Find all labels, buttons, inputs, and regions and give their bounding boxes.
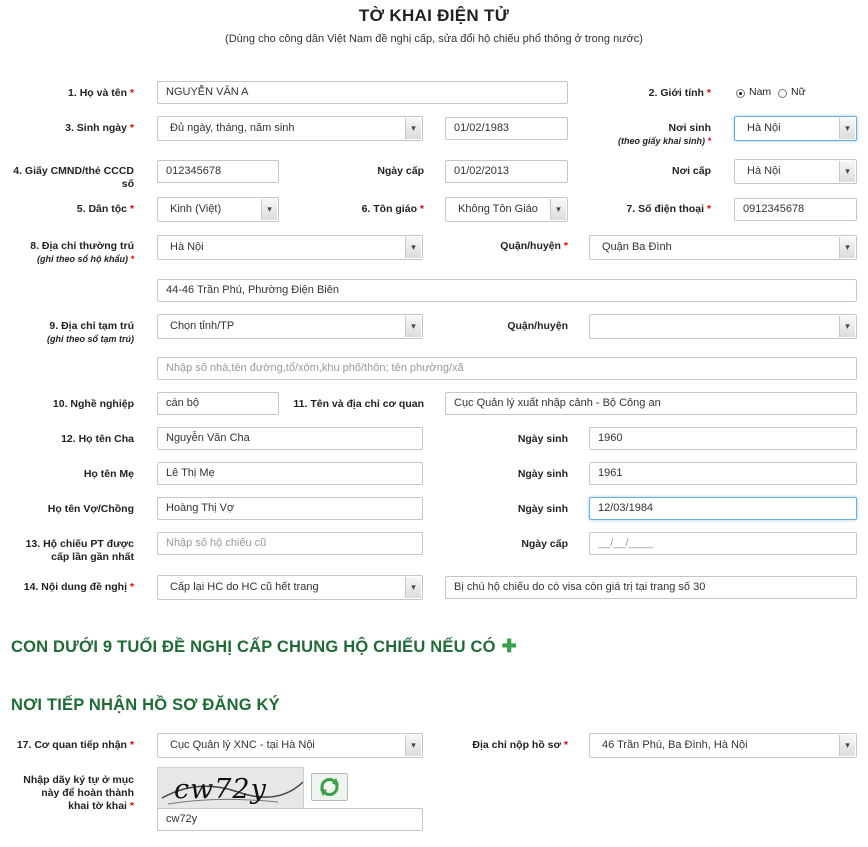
label-old-passport: 13. Hộ chiếu PT được cấp lần gần nhất — [25, 538, 134, 563]
gender-male-radio[interactable] — [736, 89, 745, 98]
gender-female-label: Nữ — [791, 86, 806, 98]
workplace-input[interactable]: Cục Quản lý xuất nhập cảnh - Bộ Công an — [445, 392, 857, 415]
gender-female-radio[interactable] — [778, 89, 787, 98]
birth-type-select[interactable] — [157, 116, 423, 141]
label-issue-place: Nơi cấp — [672, 165, 711, 177]
chevron-down-icon: ▾ — [550, 199, 566, 220]
issue-place-value: Hà Nội — [747, 165, 781, 177]
children-section-heading: CON DƯỚI 9 TUỔI ĐỀ NGHỊ CẤP CHUNG HỘ CHIẾU NẾU CÓ ✚ — [11, 636, 517, 656]
agency-value: Cục Quản lý XNC - tại Hà Nội — [170, 739, 315, 751]
chevron-down-icon: ▾ — [839, 237, 855, 258]
label-spouse: Họ tên Vợ/Chồng — [47, 503, 134, 515]
chevron-down-icon: ▾ — [261, 199, 277, 220]
captcha-text: cw72y — [174, 774, 267, 805]
father-dob-input[interactable]: 1960 — [589, 427, 857, 450]
submit-address-select[interactable] — [589, 733, 857, 758]
label-old-passport-date: Ngày cấp — [521, 538, 568, 550]
request-value: Cấp lại HC do HC cũ hết trang — [170, 581, 319, 593]
mother-name-input[interactable]: Lê Thị Mẹ — [157, 462, 423, 485]
ethnicity-select[interactable] — [157, 197, 279, 222]
old-passport-date-input[interactable]: __/__/____ — [589, 532, 857, 555]
father-name-input[interactable]: Nguyễn Văn Cha — [157, 427, 423, 450]
request-note-input[interactable]: Bị chú hộ chiếu do có visa còn giá trị tại trang số 30 — [445, 576, 857, 599]
chevron-down-icon: ▾ — [405, 735, 421, 756]
label-mother: Họ tên Mẹ — [83, 468, 134, 480]
label-birth-place: Nơi sinh (theo giấy khai sinh) * — [617, 122, 711, 146]
office-section-heading: NƠI TIẾP NHẬN HỒ SƠ ĐĂNG KÝ — [11, 696, 280, 714]
label-birth: 3. Sinh ngày * — [65, 122, 134, 134]
temp-street-input[interactable]: Nhập số nhà,tên đường,tổ/xóm,khu phố/thôn; tên phường/xã — [157, 357, 857, 380]
chevron-down-icon: ▾ — [839, 735, 855, 756]
occupation-input[interactable]: cán bộ — [157, 392, 279, 415]
label-temp-address: 9. Địa chỉ tạm trú (ghi theo sổ tạm trú) — [47, 320, 134, 344]
birth-place-select[interactable] — [734, 116, 857, 141]
full-name-input[interactable]: NGUYỄN VĂN A — [157, 81, 568, 104]
label-phone: 7. Số điện thoại * — [626, 203, 711, 215]
birth-place-value: Hà Nội — [747, 122, 781, 134]
issue-date-input[interactable]: 01/02/2013 — [445, 160, 568, 183]
permanent-district-select[interactable] — [589, 235, 857, 260]
issue-place-select[interactable] — [734, 159, 857, 184]
label-occupation: 10. Nghề nghiệp — [52, 398, 134, 410]
religion-value: Không Tôn Giáo — [458, 203, 538, 215]
gender-male-label: Nam — [749, 86, 772, 98]
chevron-down-icon: ▾ — [839, 118, 855, 139]
mother-dob-input[interactable]: 1961 — [589, 462, 857, 485]
label-father-dob: Ngày sinh — [517, 433, 568, 445]
label-permanent-address: 8. Địa chỉ thường trú (ghi theo sổ hộ khẩu) * — [30, 240, 134, 264]
id-card-input[interactable]: 012345678 — [157, 160, 279, 183]
label-spouse-dob: Ngày sinh — [517, 503, 568, 515]
label-gender: 2. Giới tính * — [648, 87, 711, 99]
label-full-name: 1. Họ và tên * — [68, 87, 134, 99]
label-permanent-district: Quận/huyện * — [500, 240, 568, 252]
birth-date-input[interactable]: 01/02/1983 — [445, 117, 568, 140]
spouse-dob-input[interactable]: 12/03/1984 — [589, 497, 857, 520]
page-title: TỜ KHAI ĐIỆN TỬ — [358, 6, 510, 25]
label-mother-dob: Ngày sinh — [517, 468, 568, 480]
request-select[interactable] — [157, 575, 423, 600]
label-temp-district: Quận/huyện — [507, 320, 568, 332]
label-religion: 6. Tôn giáo * — [361, 203, 424, 215]
label-ethnicity: 5. Dân tộc * — [76, 203, 134, 215]
chevron-down-icon: ▾ — [405, 237, 421, 258]
submit-address-value: 46 Trần Phú, Ba Đình, Hà Nội — [602, 739, 748, 751]
label-agency: 17. Cơ quan tiếp nhận * — [16, 739, 134, 751]
chevron-down-icon: ▾ — [839, 161, 855, 182]
chevron-down-icon: ▾ — [839, 316, 855, 337]
chevron-down-icon: ▾ — [405, 316, 421, 337]
label-submit-address: Địa chỉ nộp hồ sơ * — [472, 739, 568, 751]
permanent-province-value: Hà Nội — [170, 241, 204, 253]
birth-type-value: Đủ ngày, tháng, năm sinh — [170, 122, 295, 134]
permanent-district-value: Quận Ba Đình — [602, 241, 672, 253]
temp-province-value: Chọn tỉnh/TP — [170, 320, 235, 332]
permanent-province-select[interactable] — [157, 235, 423, 260]
religion-select[interactable] — [445, 197, 568, 222]
ethnicity-value: Kinh (Việt) — [170, 203, 222, 215]
label-request: 14. Nội dung đề nghị * — [23, 581, 134, 593]
temp-province-select[interactable] — [157, 314, 423, 339]
spouse-name-input[interactable]: Hoàng Thị Vợ — [157, 497, 423, 520]
label-captcha: Nhập dãy ký tự ở mục này để hoàn thành khai tờ khai * — [23, 774, 134, 812]
refresh-icon — [312, 774, 347, 800]
page-subtitle: (Dùng cho công dân Việt Nam đề nghị cấp, sửa đổi hộ chiếu phổ thông ở trong nước) — [225, 33, 643, 45]
label-issue-date: Ngày cấp — [377, 165, 424, 177]
temp-district-select[interactable] — [589, 314, 857, 339]
agency-select[interactable] — [157, 733, 423, 758]
label-workplace: 11. Tên và địa chỉ cơ quan — [293, 398, 424, 410]
permanent-street-input[interactable]: 44-46 Trần Phú, Phường Điện Biên — [157, 279, 857, 302]
chevron-down-icon: ▾ — [405, 577, 421, 598]
label-id-card: 4. Giấy CMND/thẻ CCCD số — [13, 165, 134, 190]
captcha-image — [157, 767, 304, 809]
plus-icon[interactable]: ✚ — [501, 636, 517, 656]
label-father: 12. Họ tên Cha — [61, 433, 134, 445]
captcha-input[interactable]: cw72y — [157, 808, 423, 831]
refresh-captcha-button[interactable] — [311, 773, 348, 801]
chevron-down-icon: ▾ — [405, 118, 421, 139]
phone-input[interactable]: 0912345678 — [734, 198, 857, 221]
old-passport-input[interactable]: Nhập số hộ chiếu cũ — [157, 532, 423, 555]
